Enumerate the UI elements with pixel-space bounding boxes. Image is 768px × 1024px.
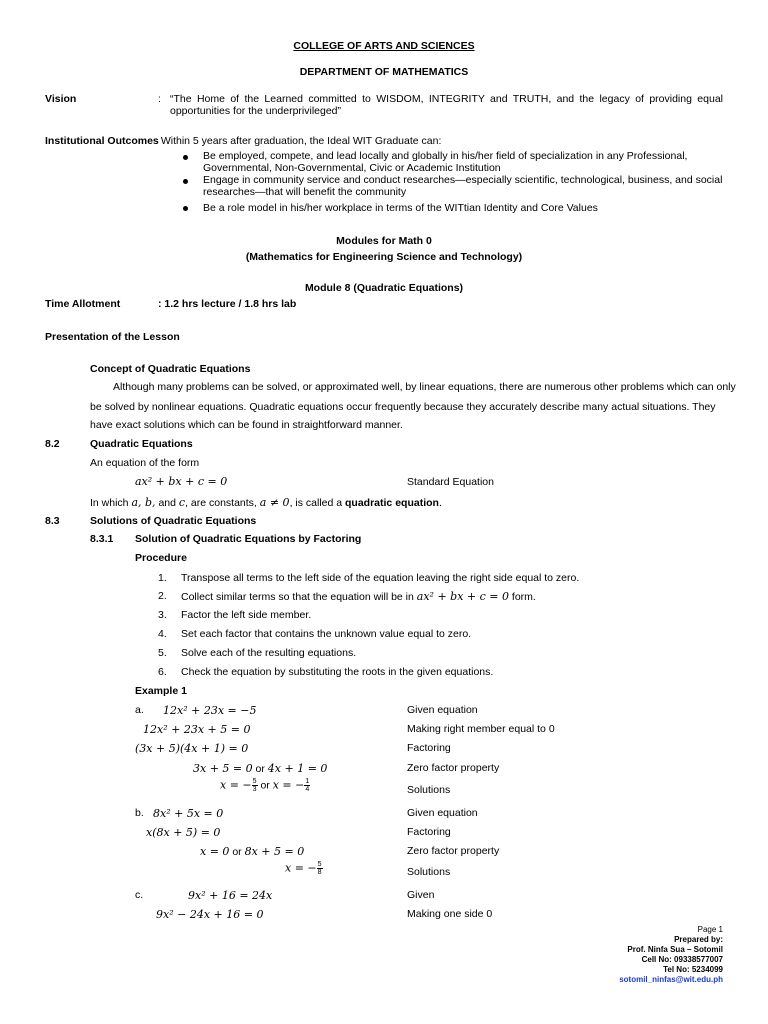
step-description: Zero factor property <box>407 845 500 857</box>
math-line: 3x + 5 = 0 or 4x + 1 = 0 <box>193 762 328 775</box>
step-text: Check the equation by substituting the roots in the given equations. <box>181 666 494 678</box>
step-description: Solutions <box>407 784 451 796</box>
modules-title: Modules for Math 0 <box>336 235 432 247</box>
step-description: Factoring <box>407 742 451 754</box>
outcomes-label: Institutional Outcomes <box>45 135 159 147</box>
step-number: 5. <box>158 647 167 659</box>
step-text: Solve each of the resulting equations. <box>181 647 357 659</box>
bullet-dot <box>183 155 188 160</box>
standard-equation-label: Standard Equation <box>407 476 494 488</box>
college-title: COLLEGE OF ARTS AND SCIENCES <box>293 40 475 52</box>
step-number: 1. <box>158 572 167 584</box>
quadratic-definition: In which a, b, and c, are constants, a ≠ 0, is called a quadratic equation. <box>90 496 442 509</box>
math-line: x(8x + 5) = 0 <box>146 826 221 839</box>
outcomes-intro: : Within 5 years after graduation, the Ideal WIT Graduate can: <box>155 135 442 147</box>
author-name: Prof. Ninfa Sua – Sotomil <box>627 945 723 954</box>
math-line: x = 0 or 8x + 5 = 0 <box>200 845 305 858</box>
math-line: (3x + 5)(4x + 1) = 0 <box>135 742 249 755</box>
math-line: x = − $\frac{5}{8}$ <box>285 861 322 876</box>
vision-label: Vision <box>45 93 77 105</box>
page-number: Page 1 <box>697 925 723 934</box>
math-line: 12x² + 23x = −5 <box>163 704 257 717</box>
section-number: 8.3 <box>45 515 60 527</box>
math-line: 12x² + 23x + 5 = 0 <box>143 723 251 736</box>
step-number: 4. <box>158 628 167 640</box>
concept-line-2: be solved by nonlinear equations. Quadratic equations occur frequently because they accurately describe many actual situations. They <box>90 401 716 413</box>
section-title: Solutions of Quadratic Equations <box>90 515 257 527</box>
author-email[interactable]: sotomil_ninfas@wit.edu.ph <box>619 975 723 984</box>
prepared-by-label: Prepared by: <box>674 935 723 944</box>
modules-subtitle: (Mathematics for Engineering Science and Technology) <box>245 251 523 263</box>
bullet-dot <box>183 179 188 184</box>
presentation-heading: Presentation of the Lesson <box>45 331 180 343</box>
step-number: 3. <box>158 609 167 621</box>
vision-colon: : <box>158 93 161 105</box>
subsection-number: 8.3.1 <box>90 533 114 545</box>
concept-line-1: Although many problems can be solved, or approximated well, by linear equations, there are numerous other problems which can only <box>113 381 736 393</box>
step-description: Zero factor property <box>407 762 500 774</box>
step-description: Given <box>407 889 435 901</box>
department-title: DEPARTMENT OF MATHEMATICS <box>299 66 469 78</box>
procedure-heading: Procedure <box>135 552 187 564</box>
step-text: Collect similar terms so that the equation will be in ax² + bx + c = 0 form. <box>181 590 536 603</box>
math-line: 8x² + 5x = 0 <box>153 807 224 820</box>
section-number: 8.2 <box>45 438 60 450</box>
step-description: Solutions <box>407 866 451 878</box>
time-label: Time Allotment <box>45 298 121 310</box>
step-text: Transpose all terms to the left side of the equation leaving the right side equal to zero. <box>181 572 580 584</box>
math-line: x = − $\frac{5}{3}$ or x = − $\frac{1}{4}$ <box>220 778 310 793</box>
example-letter: c. <box>135 889 144 901</box>
example-letter: b. <box>135 807 144 819</box>
step-description: Making one side 0 <box>407 908 493 920</box>
step-number: 6. <box>158 666 167 678</box>
step-description: Given equation <box>407 807 478 819</box>
section-title: Quadratic Equations <box>90 438 193 450</box>
step-description: Factoring <box>407 826 451 838</box>
concept-title: Concept of Quadratic Equations <box>90 363 251 375</box>
step-number: 2. <box>158 590 167 602</box>
math-line: 9x² + 16 = 24x <box>188 889 273 902</box>
section-intro: An equation of the form <box>90 457 200 469</box>
bullet-dot <box>183 206 188 211</box>
subsection-title: Solution of Quadratic Equations by Factoring <box>135 533 362 545</box>
math-line: 9x² − 24x + 16 = 0 <box>156 908 264 921</box>
time-value: : 1.2 hrs lecture / 1.8 hrs lab <box>158 298 297 310</box>
example-letter: a. <box>135 704 144 716</box>
step-text: Factor the left side member. <box>181 609 312 621</box>
outcome-bullet-1: Be employed, compete, and lead locally and globally in his/her field of specialization in any Professional, Governmental, Non-Governmental, Civic or Academic Institution <box>203 150 688 174</box>
tel-number: Tel No: 5234099 <box>663 965 723 974</box>
module-title: Module 8 (Quadratic Equations) <box>304 282 464 294</box>
step-description: Given equation <box>407 704 478 716</box>
step-text: Set each factor that contains the unknown value equal to zero. <box>181 628 472 640</box>
cell-number: Cell No: 09338577007 <box>641 955 723 964</box>
step-description: Making right member equal to 0 <box>407 723 555 735</box>
concept-line-3: have exact solutions which can be found in straightforward manner. <box>90 419 403 431</box>
vision-text: “The Home of the Learned committed to WISDOM, INTEGRITY and TRUTH, and the legacy of providing equal opportunities for the underprivileged” <box>170 93 723 117</box>
example-heading: Example 1 <box>135 685 187 697</box>
standard-equation: ax² + bx + c = 0 <box>135 475 228 488</box>
outcome-bullet-2: Engage in community service and conduct researches—especially scientific, technological, business, and social researches—that will benefit the community <box>203 174 723 198</box>
outcome-bullet-3: Be a role model in his/her workplace in terms of the WITtian Identity and Core Values <box>203 202 598 214</box>
